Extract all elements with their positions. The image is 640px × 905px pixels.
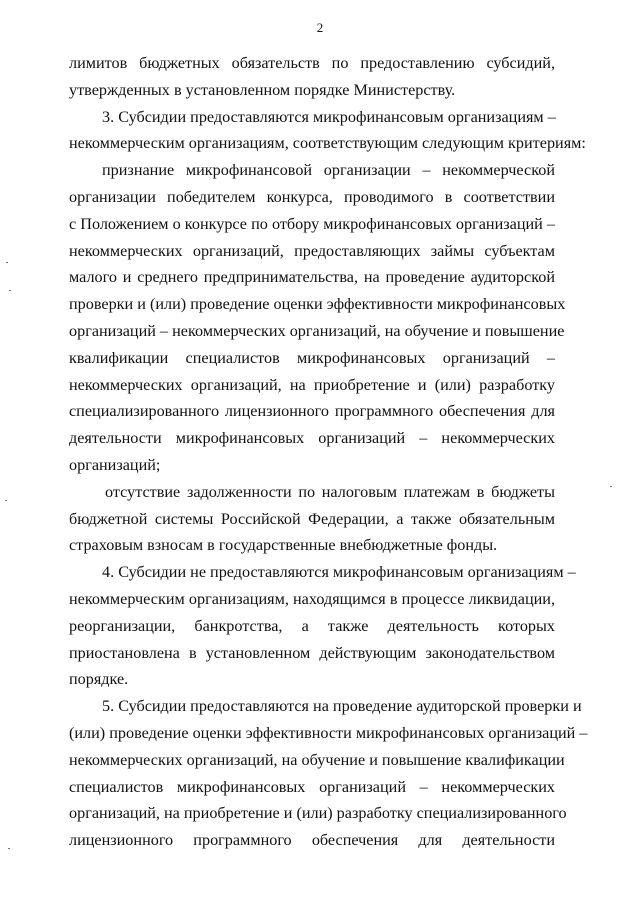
scan-speck (8, 848, 10, 849)
text-line: лицензионного программного обеспечения для деятельности (69, 831, 555, 850)
scan-speck (5, 500, 7, 501)
text-line: 5. Субсидии предоставляются на проведение аудиторской проверки и (102, 697, 582, 716)
text-line: некоммерческим организациям, соответствующим следующим критериям: (69, 134, 586, 153)
page-number: 2 (316, 20, 324, 35)
text-line: отсутствие задолженности по налоговым платежам в бюджеты (105, 482, 555, 501)
text-line: с Положением о конкурсе по отбору микрофинансовых организаций – (69, 214, 555, 233)
text-line: организации победителем конкурса, проводимого в соответствии (69, 187, 555, 206)
text-line: реорганизации, банкротства, а также деятельность которых (69, 616, 555, 635)
text-line: деятельности микрофинансовых организаций – некоммерческих (69, 429, 555, 448)
text-line: проверки и (или) проведение оценки эффективности микрофинансовых (69, 295, 566, 314)
text-line: приостановлена в установленном действующим законодательством (69, 643, 555, 662)
text-line: страховым взносам в государственные внебюджетные фонды. (69, 536, 498, 555)
text-line: некоммерческих организаций, предоставляющих займы субъектам (69, 241, 555, 260)
text-line: 4. Субсидии не предоставляются микрофинансовым организациям – (102, 563, 576, 582)
text-line: специалистов микрофинансовых организаций – некоммерческих (69, 777, 555, 796)
text-line: лимитов бюджетных обязательств по предоставлению субсидий, (69, 54, 555, 72)
scan-speck (610, 486, 612, 487)
text-line: специализированного лицензионного программного обеспечения для (69, 402, 555, 421)
text-line: 3. Субсидии предоставляются микрофинансовым организациям – (102, 107, 556, 126)
text-line: организаций; (69, 455, 161, 474)
text-line: некоммерческим организациям, находящимся в процессе ликвидации, (69, 589, 555, 608)
document-body (69, 50, 588, 854)
text-line: малого и среднего предпринимательства, на проведение аудиторской (69, 268, 555, 287)
scan-speck (9, 290, 11, 291)
text-line: бюджетной системы Российской Федерации, а также обязательным (69, 509, 555, 528)
text-line: квалификации специалистов микрофинансовых организаций – (69, 348, 555, 367)
text-line: некоммерческих организаций, на обучение и повышение квалификации (69, 750, 565, 769)
text-line: организаций, на приобретение и (или) разработку специализированного (69, 804, 567, 823)
text-line: порядке. (69, 670, 129, 689)
text-line: организаций – некоммерческих организаций, на обучение и повышение (69, 321, 565, 340)
text-line: утвержденных в установленном порядке Министерству. (69, 80, 456, 99)
text-line: (или) проведение оценки эффективности микрофинансовых организаций – (69, 723, 588, 742)
text-line: некоммерческих организаций, на приобретение и (или) разработку (69, 375, 555, 394)
scan-speck (6, 262, 8, 263)
text-line: признание микрофинансовой организации – некоммерческой (102, 161, 555, 180)
